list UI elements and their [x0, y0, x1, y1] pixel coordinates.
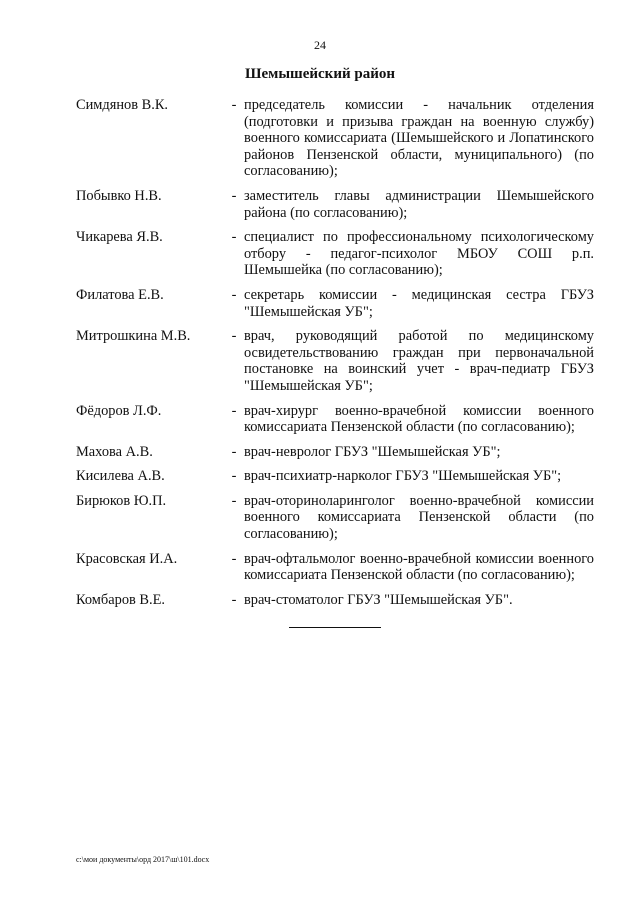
member-name: Комбаров В.Е. [76, 591, 165, 608]
member-dash: - [231, 591, 237, 608]
member-dash: - [231, 187, 237, 204]
member-dash: - [231, 97, 237, 113]
member-role: врач-хирург военно-врачебной комиссии военного комиссариата Пензенской области (по согласованию); [244, 402, 594, 436]
member-name: Побывко Н.В. [76, 187, 162, 204]
member-role: врач, руководящий работой по медицинскому освидетельствованию граждан при первоначальной постановке на воинский учет - врач-педиатр ГБУЗ "Шемышейская УБ"; [244, 328, 594, 394]
member-role: врач-офтальмолог военно-врачебной комиссии военного комиссариата Пензенской области (по согласованию); [244, 550, 594, 584]
member-row [76, 468, 598, 485]
member-row [76, 551, 598, 584]
member-row [76, 229, 598, 279]
member-row [76, 403, 598, 436]
member-dash: - [231, 492, 237, 509]
member-role: секретарь комиссии - медицинская сестра ГБУЗ "Шемышейская УБ"; [244, 286, 594, 320]
section-title: Шемышейский район [245, 66, 395, 82]
member-role: председатель комиссии - начальник отделения (подготовки и призыва граждан на военную службу) военного комиссариата (Шемышейского и Лопатинского районов Пензенской области, муниципального) (по согласованию); [244, 97, 594, 180]
member-name: Фёдоров Л.Ф. [76, 402, 162, 419]
member-row [76, 188, 598, 221]
member-row [76, 97, 598, 180]
member-row [76, 287, 598, 320]
member-name: Симдянов В.К. [76, 97, 169, 113]
member-row [76, 493, 598, 543]
member-name: Бирюков Ю.П. [76, 492, 167, 509]
member-dash: - [231, 443, 237, 460]
member-role: врач-психиатр-нарколог ГБУЗ "Шемышейская УБ"; [244, 468, 562, 485]
footer-file-path: c:\мои документы\орд 2017\ш\101.docx [76, 855, 210, 864]
member-dash: - [231, 229, 237, 246]
end-divider [289, 627, 381, 628]
member-role: заместитель главы администрации Шемышейского района (по согласованию); [244, 187, 594, 221]
commission-members-list [76, 97, 598, 616]
member-name: Махова А.В. [76, 443, 153, 460]
member-dash: - [231, 550, 237, 567]
member-dash: - [231, 468, 237, 485]
page-number: 24 [314, 38, 326, 52]
member-name: Кисилева А.В. [76, 468, 165, 485]
member-name: Чикарева Я.В. [76, 229, 163, 246]
member-role: врач-стоматолог ГБУЗ "Шемышейская УБ". [244, 591, 513, 608]
member-role: специалист по профессиональному психологическому отбору - педагог-психолог МБОУ СОШ р.п. Шемышейка (по согласованию); [244, 229, 594, 279]
member-row [76, 328, 598, 394]
member-row [76, 444, 598, 461]
member-dash: - [231, 286, 237, 303]
member-name: Филатова Е.В. [76, 286, 164, 303]
member-role: врач-невролог ГБУЗ "Шемышейская УБ"; [244, 443, 501, 460]
member-name: Красовская И.А. [76, 550, 178, 567]
member-dash: - [231, 402, 237, 419]
member-role: врач-оториноларинголог военно-врачебной комиссии военного комиссариата Пензенской области (по согласованию); [244, 492, 594, 543]
member-dash: - [231, 328, 237, 345]
member-row [76, 592, 598, 609]
member-name: Митрошкина М.В. [76, 328, 191, 345]
